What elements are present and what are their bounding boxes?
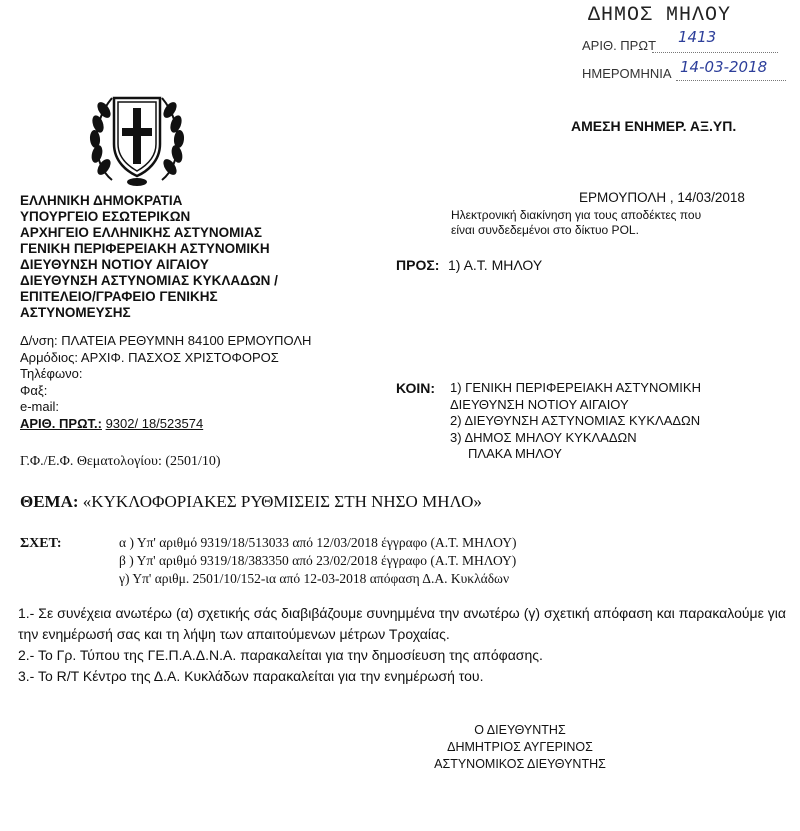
cc-line: ΠΛΑΚΑ ΜΗΛΟΥ [468, 446, 562, 461]
sender-line: ΑΡΧΗΓΕΙΟ ΕΛΛΗΝΙΚΗΣ ΑΣΤΥΝΟΜΙΑΣ [20, 225, 262, 240]
body-paragraph: 2.- Το Γρ. Τύπου της ΓΕ.Π.Α.Δ.Ν.Α. παρακαλείται για την δημοσίευση της απόφασης. [18, 647, 543, 663]
cc-line: 2) ΔΙΕΥΘΥΝΣΗ ΑΣΤΥΝΟΜΙΑΣ ΚΥΚΛΑΔΩΝ [450, 413, 701, 428]
sender-line: ΔΙΕΥΘΥΝΣΗ ΑΣΤΥΝΟΜΙΑΣ ΚΥΚΛΑΔΩΝ / [20, 273, 278, 288]
electronic-note-line: Ηλεκτρονική διακίνηση για τους αποδέκτες που [451, 208, 702, 222]
stamp-protocol-label: ΑΡΙΘ. ΠΡΩΤ [582, 38, 657, 53]
stamp-date-label: ΗΜΕΡΟΜΗΝΙΑ [582, 66, 672, 81]
sender-address: Δ/νση: ΠΛΑΤΕΙΑ ΡΕΘΥΜΝΗ 84100 ΕΡΜΟΥΠΟΛΗ [20, 333, 312, 348]
cc-line: 3) ΔΗΜΟΣ ΜΗΛΟΥ ΚΥΚΛΑΔΩΝ [450, 429, 637, 445]
body-paragraph: 1.- Σε συνέχεια ανωτέρω (α) σχετικής σάς διαβιβάζουμε συνημμένα την ανωτέρω (γ) σχετική απόφαση και παρακαλούμε για την ενημέρωσή σας και τη λήψη των απαιτούμενων μέτρων Τροχαίας. [18, 605, 786, 642]
cc-line: 1) ΓΕΝΙΚΗ ΠΕΡΙΦΕΡΕΙΑΚΗ ΑΣΤΥΝΟΜΙΚΗ [450, 380, 701, 395]
signature-rank: ΑΣΤΥΝΟΜΙΚΟΣ ΔΙΕΥΘΥΝΤΗΣ [434, 757, 606, 771]
related-list [119, 534, 516, 588]
stamp-date-value: 14-03-2018 [680, 58, 768, 76]
sender-email-label: e-mail: [20, 399, 60, 414]
stamp-protocol-value: 1413 [678, 28, 717, 46]
sender-fax-label: Φαξ: [20, 382, 48, 398]
sender-line: ΥΠΟΥΡΓΕΙΟ ΕΣΩΤΕΡΙΚΩΝ [20, 209, 191, 224]
signature-title: Ο ΔΙΕΥΘΥΝΤΗΣ [474, 723, 566, 737]
sender-contact [20, 333, 311, 432]
sender-protocol-label: ΑΡΙΘ. ΠΡΩΤ.: [20, 415, 102, 431]
sender-line: ΑΣΤΥΝΟΜΕΥΣΗΣ [20, 305, 131, 320]
body-text [18, 603, 786, 687]
cc-label: ΚΟΙΝ: [396, 380, 436, 396]
sender-line: ΔΙΕΥΘΥΝΣΗ ΝΟΤΙΟΥ ΑΙΓΑΙΟΥ [20, 257, 209, 272]
stamp-date-row [582, 66, 672, 81]
sender-protocol-value: 9302/ 18/523574 [105, 415, 204, 431]
to-value: 1) Α.Τ. ΜΗΛΟΥ [448, 257, 543, 273]
related-item: β ) Υπ' αριθμό 9319/18/383350 από 23/02/2018 έγγραφο (Α.Τ. ΜΗΛΟΥ) [119, 553, 517, 568]
greek-coat-of-arms-icon [82, 84, 192, 188]
signature-name: ΔΗΜΗΤΡΙΟΣ ΑΥΓΕΡΙΝΟΣ [447, 740, 593, 754]
subject-text: «ΚΥΚΛΟΦΟΡΙΑΚΕΣ ΡΥΘΜΙΣΕΙΣ ΣΤΗ ΝΗΣΟ ΜΗΛΟ» [82, 492, 482, 511]
date-line: ΕΡΜΟΥΠΟΛΗ , 14/03/2018 [579, 190, 745, 205]
body-paragraph: 3.- Το R/T Κέντρο της Δ.Α. Κυκλάδων παρακαλείται για την ενημέρωσή του. [18, 668, 484, 684]
sender-protocol [20, 416, 311, 433]
sender-line: ΓΕΝΙΚΗ ΠΕΡΙΦΕΡΕΙΑΚΗ ΑΣΤΥΝΟΜΙΚΗ [20, 241, 270, 256]
related-item: γ) Υπ' αριθμ. 2501/10/152-ια από 12-03-2018 απόφαση Δ.Α. Κυκλάδων [119, 571, 510, 586]
related-label: ΣΧΕΤ: [20, 536, 62, 551]
sender-line: ΕΠΙΤΕΛΕΙΟ/ΓΡΑΦΕΙΟ ΓΕΝΙΚΗΣ [20, 289, 218, 304]
signature-block [400, 722, 640, 773]
subject [20, 492, 482, 512]
to-label: ΠΡΟΣ: [396, 257, 440, 273]
cc-line: ΔΙΕΥΘΥΝΣΗ ΝΟΤΙΟΥ ΑΙΓΑΙΟΥ [450, 396, 629, 412]
sender-phone-label: Τηλέφωνο: [20, 366, 83, 381]
cc-list [450, 380, 701, 463]
sender-header [20, 193, 278, 321]
stamp-protocol-row [582, 38, 656, 53]
electronic-note-line: είναι συνδεδεμένοι στο δίκτυο POL. [451, 222, 639, 237]
sender-line: ΕΛΛΗΝΙΚΗ ΔΗΜΟΚΡΑΤΙΑ [20, 193, 183, 208]
stamp-protocol-line [652, 52, 778, 53]
subject-label: ΘΕΜΑ: [20, 492, 79, 511]
stamp-title: ΔΗΜΟΣ ΜΗΛΟΥ [588, 4, 732, 27]
priority-note: ΑΜΕΣΗ ΕΝΗΜΕΡ. ΑΞ.ΥΠ. [571, 118, 737, 134]
related-item: α ) Υπ' αριθμό 9319/18/513033 από 12/03/2018 έγγραφο (Α.Τ. ΜΗΛΟΥ) [119, 535, 517, 550]
stamp-date-line [676, 80, 786, 81]
electronic-note [451, 208, 701, 237]
sender-officer: Αρμόδιος: ΑΡΧΙΦ. ΠΑΣΧΟΣ ΧΡΙΣΤΟΦΟΡΟΣ [20, 349, 279, 365]
thematologio: Γ.Φ./Ε.Φ. Θεματολογίου: (2501/10) [20, 454, 221, 469]
